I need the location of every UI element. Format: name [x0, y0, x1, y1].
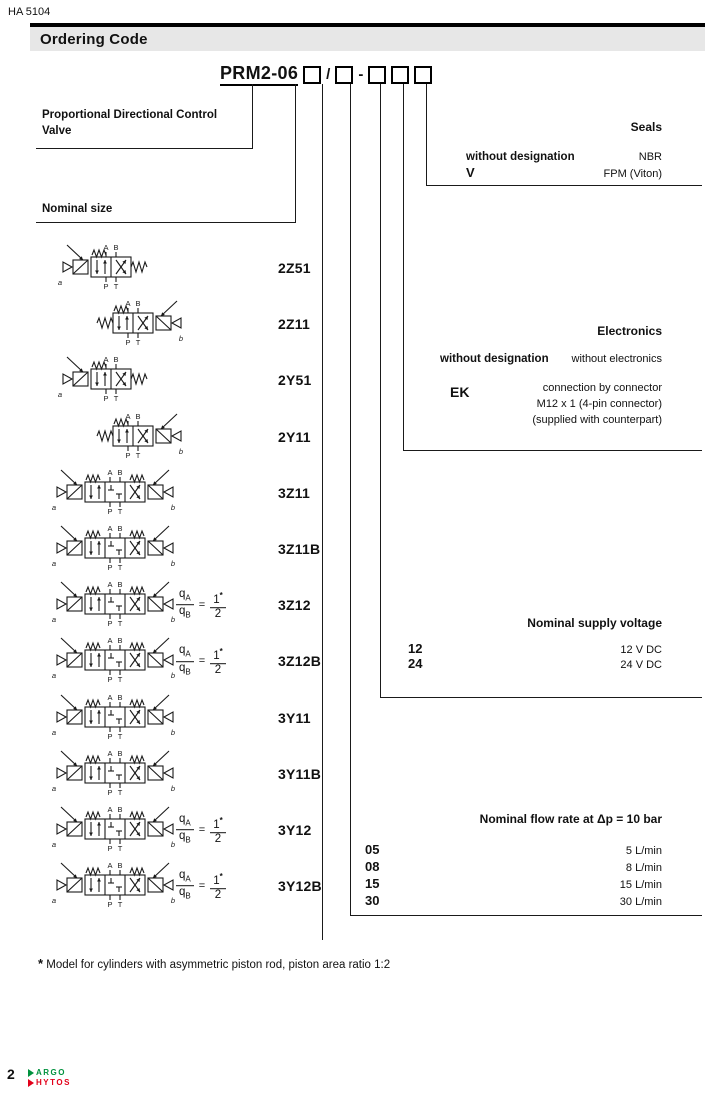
valve-code: 2Z11 [278, 316, 310, 333]
label-valve-type [42, 107, 257, 139]
ordering-code-field-seals [414, 66, 432, 84]
svg-text:A: A [107, 805, 113, 814]
svg-text:P: P [107, 844, 113, 853]
connector-nominal-size-vertical [295, 84, 296, 222]
svg-text:A: A [103, 355, 109, 365]
ordering-code-base: PRM2-06 [220, 63, 298, 86]
valve-row [0, 578, 340, 632]
svg-text:P: P [107, 900, 113, 910]
valve-code: 3Z12 [278, 597, 311, 614]
svg-text:A: A [107, 580, 113, 590]
option-value: 12 V DC [620, 644, 662, 656]
valve-row [0, 522, 340, 576]
svg-text:A: A [107, 636, 113, 646]
flow-ratio-formula: $\frac{q_A}{q_B}$ = $\frac{1^*}{2}$ [176, 869, 226, 903]
flow-option-row [350, 859, 702, 876]
supply-voltage-section [380, 616, 702, 672]
valve-row [0, 803, 340, 857]
svg-text:b: b [170, 727, 176, 737]
valve-symbol-icon [36, 241, 186, 300]
logo-argo-text: ARGO [36, 1068, 66, 1077]
option-code: 15 [365, 876, 380, 891]
option-value: 5 L/min [625, 845, 662, 857]
svg-text:B: B [117, 636, 123, 646]
flow-option-row [350, 893, 702, 910]
svg-text:B: B [117, 580, 123, 590]
valve-row [0, 747, 340, 801]
svg-text:P: P [107, 731, 113, 741]
svg-text:P: P [103, 282, 109, 291]
connector-flow-vertical [350, 84, 351, 915]
svg-text:T: T [117, 675, 123, 685]
svg-text:A: A [125, 411, 131, 421]
svg-text:T: T [135, 450, 141, 460]
option-code: EK [450, 384, 470, 400]
page-header [30, 23, 705, 51]
flow-rate-section [350, 812, 702, 910]
svg-text:A: A [107, 467, 113, 477]
electronics-section [403, 324, 702, 428]
svg-text:B: B [113, 243, 119, 252]
svg-text:b: b [170, 502, 176, 512]
svg-text:A: A [125, 299, 131, 309]
flow-option-row [350, 876, 702, 893]
svg-text:P: P [125, 338, 131, 348]
valve-symbol-icon [40, 578, 190, 637]
flow-rate-title: Nominal flow rate at Δp = 10 bar [479, 812, 662, 826]
svg-text:B: B [113, 355, 119, 365]
footnote [38, 956, 390, 971]
ordering-code-field-flow [335, 66, 353, 84]
option-value: 30 L/min [619, 896, 662, 908]
valve-symbol-icon [40, 803, 190, 862]
valve-symbol-icon [58, 297, 208, 356]
valve-code: 3Z11 [278, 484, 310, 501]
svg-text:A: A [107, 861, 113, 871]
valve-code: 3Z12B [278, 653, 322, 670]
ordering-code-dash: - [358, 66, 364, 83]
option-code: 24 [408, 656, 423, 671]
valve-row [0, 241, 340, 295]
svg-text:P: P [107, 506, 113, 516]
svg-text:a: a [51, 671, 57, 681]
seals-title: Seals [630, 120, 662, 134]
seals-option-row [440, 150, 702, 165]
valve-symbol-icon [40, 522, 190, 581]
option-code: 08 [365, 859, 380, 874]
svg-text:P: P [107, 619, 113, 629]
svg-text:P: P [103, 394, 109, 404]
option-code: V [466, 165, 475, 180]
svg-text:B: B [117, 748, 123, 758]
svg-text:B: B [117, 805, 123, 814]
svg-text:T: T [117, 731, 123, 741]
svg-text:b: b [170, 783, 176, 793]
valve-symbol-icon [40, 859, 190, 918]
svg-text:a: a [51, 783, 57, 793]
svg-text:a: a [51, 896, 57, 906]
ek-line: M12 x 1 (4-pin connector) [536, 398, 662, 410]
option-value [532, 380, 662, 428]
svg-text:T: T [117, 787, 123, 797]
label-valve-type-line1: Proportional Directional Control [42, 109, 218, 121]
valve-row [0, 859, 340, 913]
voltage-option-row [380, 642, 702, 657]
electronics-ek-row [403, 380, 702, 428]
svg-text:b: b [170, 559, 176, 568]
logo-argo-row [28, 1068, 71, 1077]
logo-triangle-icon [28, 1079, 34, 1087]
svg-text:a: a [51, 840, 57, 849]
valve-row [0, 353, 340, 407]
valve-code: 2Y11 [278, 428, 311, 445]
svg-text:a: a [51, 727, 57, 737]
label-nominal-size: Nominal size [42, 203, 113, 215]
document-number: HA 5104 [8, 6, 51, 18]
svg-text:B: B [117, 692, 123, 702]
valve-code: 2Y51 [278, 372, 312, 389]
valve-code: 3Y12 [278, 822, 312, 838]
option-value: NBR [638, 151, 662, 163]
option-value: without electronics [571, 353, 662, 365]
footnote-asterisk: * [38, 956, 44, 971]
connector-spool-vertical [322, 84, 323, 940]
option-value: 24 V DC [620, 659, 662, 671]
electronics-title: Electronics [597, 324, 662, 338]
option-value: 15 L/min [619, 879, 662, 891]
svg-text:b: b [170, 896, 176, 906]
page-number: 2 [7, 1066, 15, 1082]
svg-text:B: B [117, 524, 123, 533]
connector-voltage-vertical [380, 84, 381, 697]
svg-text:P: P [107, 787, 113, 797]
ordering-code-slash: / [326, 66, 331, 83]
flow-ratio-formula: $\frac{q_A}{q_B}$ = $\frac{1^*}{2}$ [176, 645, 226, 679]
svg-text:a: a [57, 390, 63, 400]
argo-hytos-logo [28, 1068, 71, 1087]
option-value: FPM (Viton) [603, 168, 662, 180]
valve-symbol-icon [40, 691, 190, 750]
voltage-option-row [380, 657, 702, 672]
logo-hytos-row [28, 1078, 71, 1087]
svg-text:T: T [117, 844, 123, 853]
option-code: without designation [440, 353, 549, 365]
ek-line: (supplied with counterpart) [532, 414, 662, 426]
svg-text:B: B [117, 467, 123, 477]
svg-text:B: B [117, 861, 123, 871]
connector-seals-horizontal [426, 185, 702, 186]
connector-voltage-horizontal [380, 697, 702, 698]
svg-text:T: T [113, 282, 119, 291]
ordering-code-field-electronics [391, 66, 409, 84]
svg-text:T: T [117, 619, 123, 629]
valve-code: 3Z11B [278, 541, 321, 557]
option-code: 12 [408, 641, 423, 656]
valve-row [0, 297, 340, 351]
seals-option-row [440, 165, 702, 182]
flow-option-row [350, 842, 702, 859]
svg-text:A: A [103, 243, 109, 252]
connector-flow-horizontal [350, 915, 702, 916]
valve-symbol-icon [40, 634, 190, 693]
valve-code: 3Y11B [278, 765, 322, 782]
option-code: 30 [365, 893, 380, 908]
ordering-code-field-spool [303, 66, 321, 84]
label-valve-type-line2: Valve [42, 125, 72, 137]
ordering-code-builder [220, 63, 432, 86]
svg-text:b: b [170, 671, 176, 681]
svg-text:T: T [117, 900, 123, 910]
supply-voltage-title: Nominal supply voltage [527, 616, 662, 630]
valve-row [0, 466, 340, 520]
flow-ratio-formula: $\frac{q_A}{q_B}$ = $\frac{1^*}{2}$ [176, 813, 226, 847]
svg-text:B: B [135, 299, 141, 309]
svg-text:P: P [125, 450, 131, 460]
valve-symbol-icon [36, 353, 186, 412]
option-code: 05 [365, 842, 380, 857]
logo-hytos-text: HYTOS [36, 1078, 71, 1087]
svg-text:a: a [51, 615, 57, 625]
option-value: 8 L/min [625, 862, 662, 874]
svg-text:b: b [178, 446, 184, 456]
footnote-text: Model for cylinders with asymmetric piston rod, piston area ratio 1:2 [46, 959, 391, 971]
valve-symbol-icon [58, 410, 208, 469]
ek-line: connection by connector [542, 382, 662, 394]
svg-text:b: b [178, 334, 184, 344]
valve-row [0, 410, 340, 464]
option-code: without designation [466, 151, 575, 163]
svg-text:a: a [51, 559, 57, 568]
svg-text:T: T [117, 563, 123, 572]
svg-text:T: T [135, 338, 141, 348]
svg-text:A: A [107, 524, 113, 533]
connector-nominal-size-horizontal [36, 222, 296, 223]
flow-ratio-formula: $\frac{q_A}{q_B}$ = $\frac{1^*}{2}$ [176, 588, 226, 622]
logo-triangle-icon [28, 1069, 34, 1077]
svg-text:A: A [107, 692, 113, 702]
valve-symbol-icon [40, 747, 190, 806]
valve-code: 3Y12B [278, 878, 322, 895]
svg-text:B: B [135, 411, 141, 421]
svg-text:T: T [113, 394, 119, 404]
ordering-code-field-voltage [368, 66, 386, 84]
electronics-option-row [403, 352, 702, 367]
connector-valve-type-horizontal [36, 148, 253, 149]
svg-text:A: A [107, 748, 113, 758]
connector-electronics-horizontal [403, 450, 702, 451]
seals-section [440, 120, 702, 182]
svg-text:P: P [107, 563, 113, 572]
svg-text:b: b [170, 840, 176, 849]
svg-text:b: b [170, 615, 176, 625]
svg-text:P: P [107, 675, 113, 685]
connector-valve-type-vertical [252, 84, 253, 148]
valve-symbol-icon [40, 466, 190, 525]
connector-seals-vertical [426, 84, 427, 185]
valve-row [0, 691, 340, 745]
page-title: Ordering Code [40, 30, 148, 48]
svg-text:a: a [51, 502, 57, 512]
svg-text:T: T [117, 506, 123, 516]
svg-text:a: a [57, 278, 63, 287]
valve-code: 3Y11 [278, 709, 311, 726]
valve-row [0, 634, 340, 688]
valve-code: 2Z51 [278, 260, 311, 276]
